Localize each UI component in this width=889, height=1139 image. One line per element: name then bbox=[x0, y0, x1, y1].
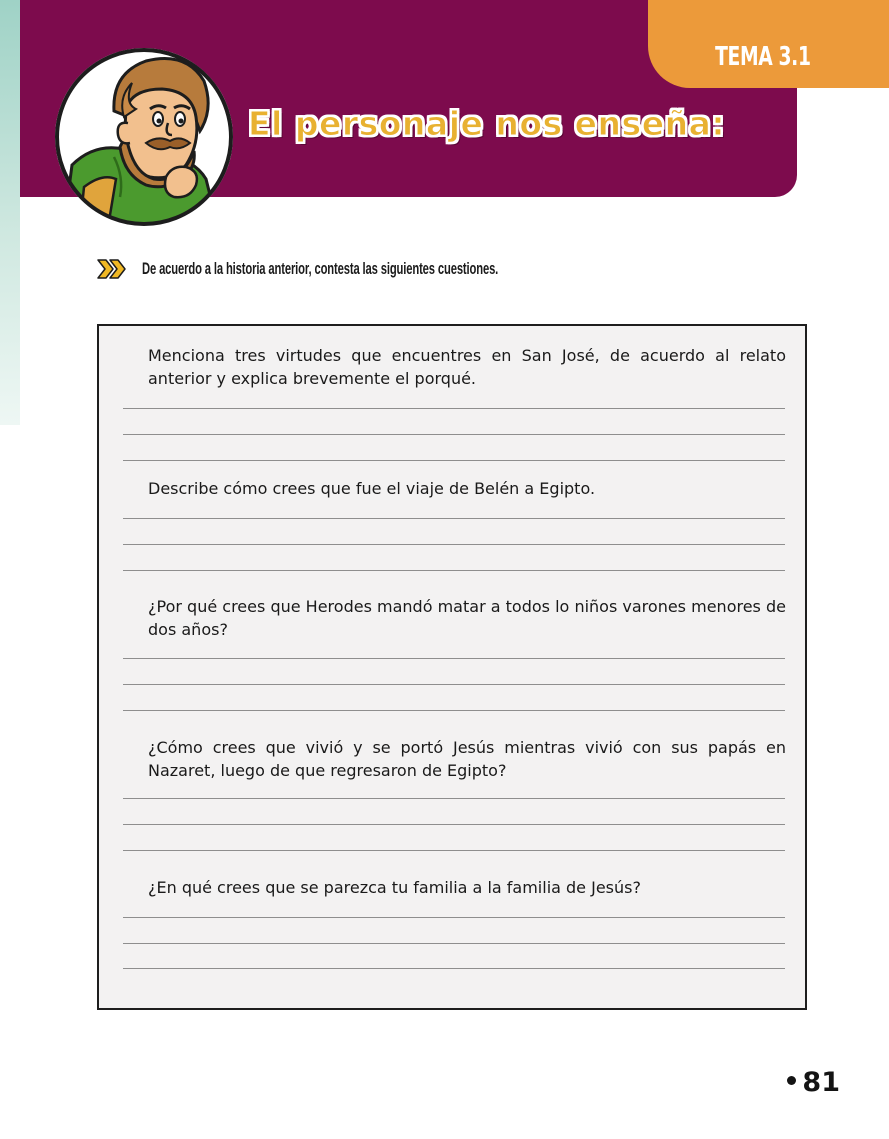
answer-line[interactable] bbox=[123, 570, 785, 571]
answer-line[interactable] bbox=[123, 943, 785, 944]
instruction-row bbox=[96, 256, 682, 282]
answer-line[interactable] bbox=[123, 710, 785, 711]
double-chevron-icon bbox=[96, 257, 128, 281]
page-number bbox=[787, 1067, 840, 1098]
answer-line[interactable] bbox=[123, 434, 785, 435]
bullet-dot-icon bbox=[787, 1076, 796, 1085]
question-5: ¿En qué crees que se parezca tu familia a la familia de Jesús? bbox=[148, 878, 641, 897]
page-title: El personaje nos enseña: bbox=[248, 104, 726, 143]
answer-line[interactable] bbox=[123, 408, 785, 409]
left-edge-strip bbox=[0, 0, 20, 425]
instruction-text: De acuerdo a la historia anterior, contesta las siguientes cuestiones. bbox=[142, 259, 499, 278]
question-3: ¿Por qué crees que Herodes mandó matar a todos lo niños varones menores de dos años? bbox=[148, 597, 786, 639]
answer-line[interactable] bbox=[123, 684, 785, 685]
answer-line[interactable] bbox=[123, 917, 785, 918]
answer-line[interactable] bbox=[123, 798, 785, 799]
tema-label: TEMA 3.1 bbox=[715, 42, 811, 72]
answer-line[interactable] bbox=[123, 850, 785, 851]
answer-line[interactable] bbox=[123, 824, 785, 825]
questions-box bbox=[97, 324, 807, 1010]
question-2: Describe cómo crees que fue el viaje de Belén a Egipto. bbox=[148, 479, 596, 498]
question-4: ¿Cómo crees que vivió y se portó Jesús mientras vivió con sus papás en Nazaret, luego de que regresaron de Egipto? bbox=[148, 738, 786, 780]
tema-tab bbox=[648, 0, 889, 88]
answer-line[interactable] bbox=[123, 460, 785, 461]
page-number-text: 81 bbox=[802, 1067, 840, 1098]
question-1: Menciona tres virtudes que encuentres en San José, de acuerdo al relato anterior y explica brevemente el porqué. bbox=[148, 346, 786, 388]
answer-line[interactable] bbox=[123, 968, 785, 969]
character-avatar-icon bbox=[54, 47, 234, 227]
answer-line[interactable] bbox=[123, 518, 785, 519]
answer-line[interactable] bbox=[123, 544, 785, 545]
answer-line[interactable] bbox=[123, 658, 785, 659]
